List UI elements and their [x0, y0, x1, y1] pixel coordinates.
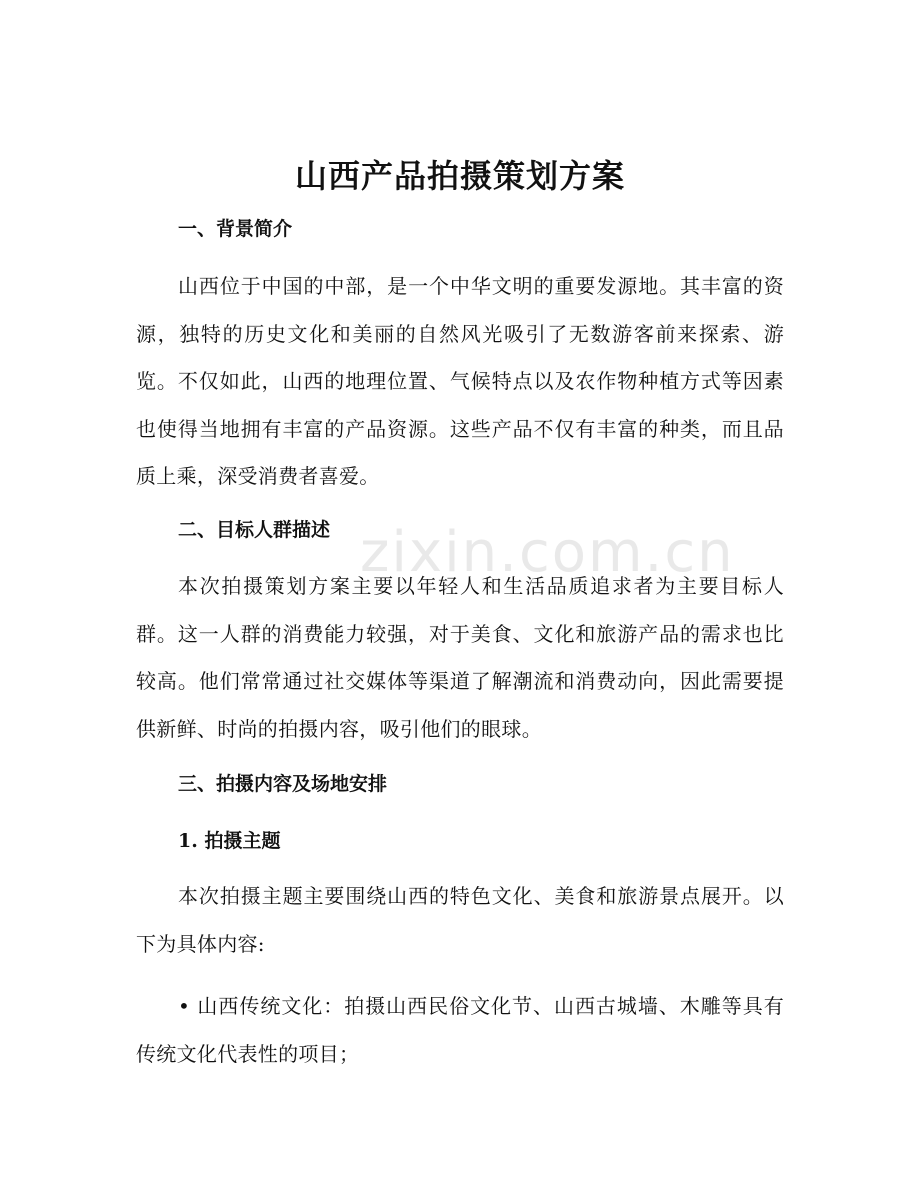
section-heading-content-venue: 三、拍摄内容及场地安排 — [178, 773, 388, 795]
paragraph-shooting-theme: 本次拍摄主题主要围绕山西的特色文化、美食和旅游景点展开。以下为具体内容: — [136, 884, 784, 956]
document-title: 山西产品拍摄策划方案 — [294, 157, 625, 195]
paragraph-background: 山西位于中国的中部，是一个中华文明的重要发源地。其丰富的资源，独特的历史文化和美丽的自然风光吸引了无数游客前来探索、游览。不仅如此，山西的地理位置、气候特点以及农作物种植方式等因素也使得当地拥有丰富的产品资源。这些产品不仅有丰富的种类，而且品质上乘，深受消费者喜爱。 — [136, 274, 784, 488]
watermark: zixin.com.cn — [360, 520, 735, 585]
section-heading-target-audience: 二、目标人群描述 — [178, 519, 331, 541]
section-heading-background: 一、背景简介 — [178, 218, 293, 240]
subheading-shooting-theme: 1. 拍摄主题 — [178, 830, 281, 852]
list-item-traditional-culture: • 山西传统文化：拍摄山西民俗文化节、山西古城墙、木雕等具有传统文化代表性的项目； — [136, 994, 784, 1066]
paragraph-target-audience: 本次拍摄策划方案主要以年轻人和生活品质追求者为主要目标人群。这一人群的消费能力较强，对于美食、文化和旅游产品的需求也比较高。他们常常通过社交媒体等渠道了解潮流和消费动向，因此需要提供新鲜、时尚的拍摄内容，吸引他们的眼球。 — [136, 574, 784, 741]
